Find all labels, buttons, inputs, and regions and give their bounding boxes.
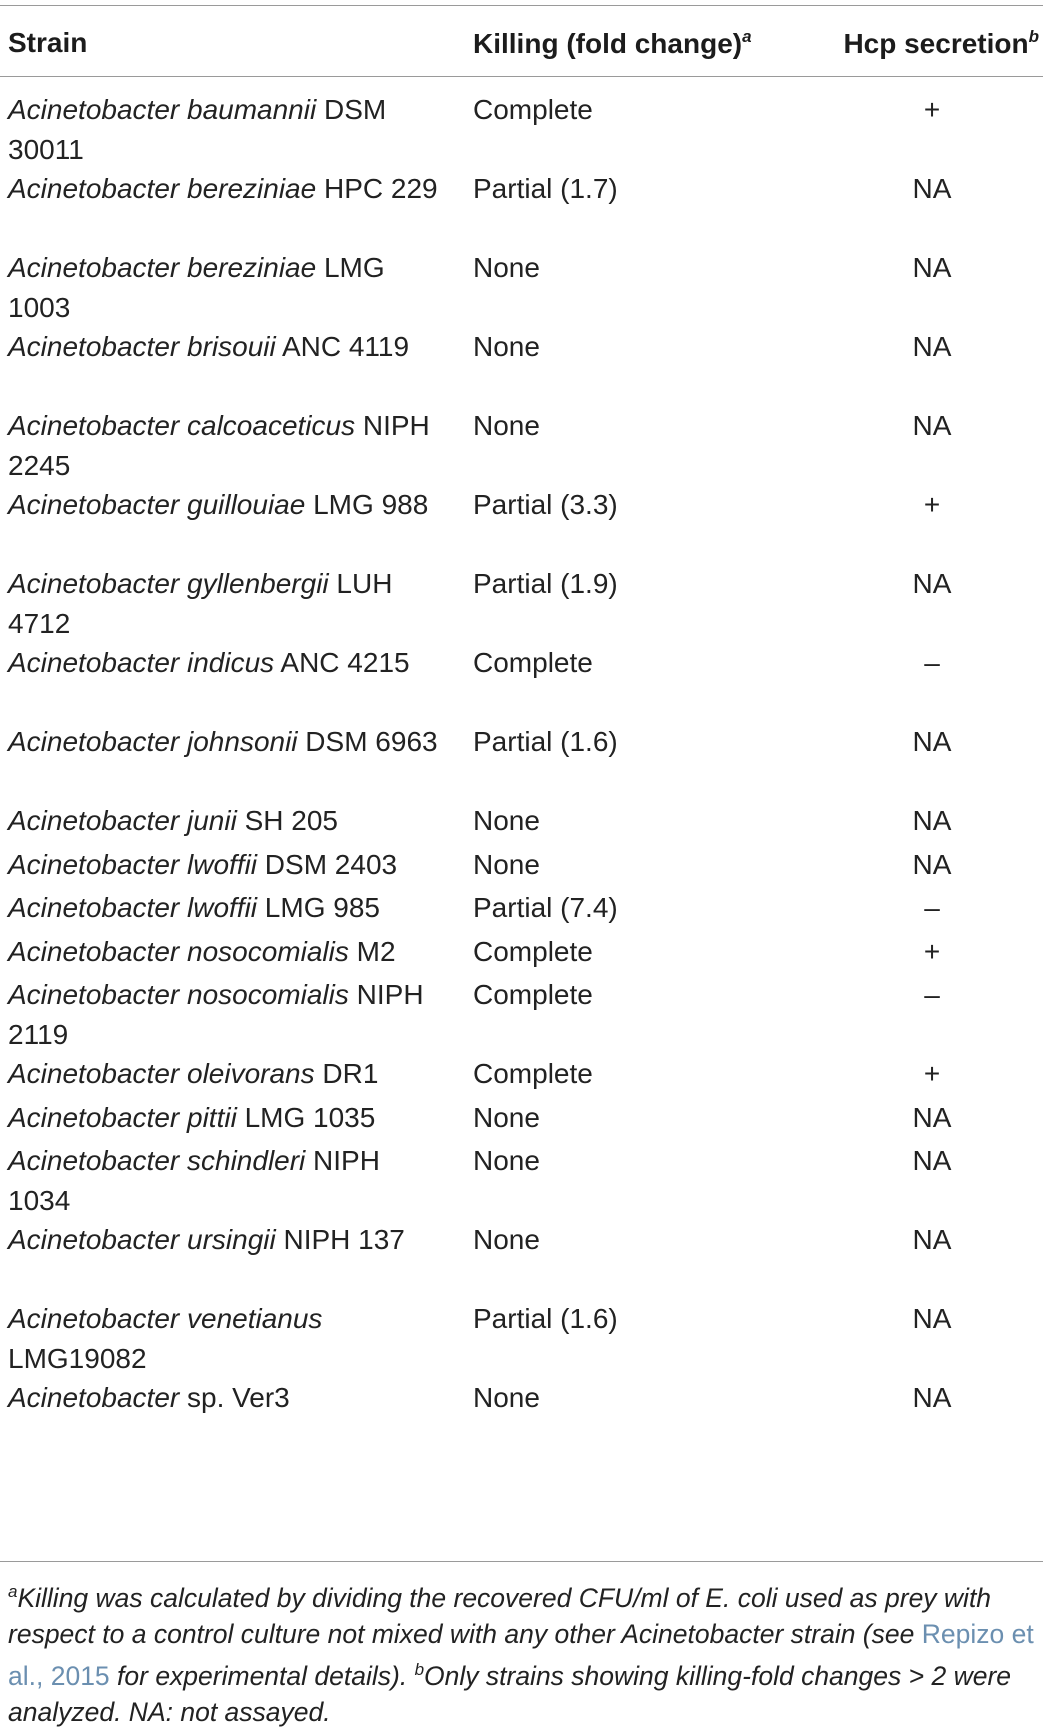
strain-species: schindleri bbox=[187, 1145, 306, 1176]
strain-id: M2 bbox=[348, 935, 396, 967]
strain-genus: Acinetobacter bbox=[8, 848, 180, 880]
cell-killing: Partial (1.7) bbox=[473, 173, 618, 204]
header-hcp-secretion: Hcp secretion$^b$ bbox=[843, 27, 1039, 59]
strain-id: HPC 229 bbox=[316, 173, 438, 204]
table-row bbox=[0, 722, 1043, 801]
cell-strain bbox=[8, 1378, 438, 1418]
cell-hcp-secretion: + bbox=[923, 489, 941, 520]
cell-strain bbox=[8, 643, 438, 683]
table-row bbox=[0, 1299, 1043, 1378]
header-killing-footnote-mark: a bbox=[742, 27, 752, 46]
strain-genus: Acinetobacter bbox=[8, 94, 180, 125]
cell-hcp-secretion: – bbox=[924, 647, 940, 678]
strain-species: indicus bbox=[187, 647, 275, 678]
strain-id: SH 205 bbox=[236, 805, 338, 836]
cell-hcp-secretion: – bbox=[924, 892, 940, 923]
table-row bbox=[0, 888, 1043, 932]
cell-strain bbox=[8, 248, 438, 328]
table-row bbox=[0, 932, 1043, 976]
strain-species: johnsonii bbox=[187, 726, 298, 757]
table-row bbox=[0, 485, 1043, 564]
cell-killing: Complete bbox=[473, 935, 593, 967]
cell-hcp-secretion: NA bbox=[912, 1224, 952, 1255]
strain-species: pittii bbox=[187, 1101, 237, 1133]
table-row bbox=[0, 327, 1043, 406]
strain-id: NIPH 2245 bbox=[8, 410, 430, 481]
footnote-b-text: Only strains showing killing-fold changes > 2 were analyzed. NA: not assayed. bbox=[8, 1661, 1012, 1727]
table-header bbox=[0, 8, 1043, 74]
strain-id: NIPH 137 bbox=[275, 1224, 405, 1255]
strain-id: ANC 4119 bbox=[275, 331, 410, 362]
table-row bbox=[0, 248, 1043, 327]
table-row bbox=[0, 643, 1043, 722]
strain-species: brisouii bbox=[187, 331, 276, 362]
strain-species: junii bbox=[187, 805, 237, 836]
cell-strain bbox=[8, 1141, 438, 1221]
cell-strain bbox=[8, 90, 438, 170]
cell-killing: None bbox=[473, 1224, 540, 1255]
footnote-mark-a: a bbox=[8, 1582, 18, 1601]
cell-strain bbox=[8, 845, 438, 885]
strain-id: sp. Ver3 bbox=[179, 1382, 290, 1413]
strain-genus: Acinetobacter bbox=[8, 1224, 180, 1255]
table-row bbox=[0, 1378, 1043, 1422]
cell-killing: Partial (3.3) bbox=[473, 489, 618, 520]
strain-species: calcoaceticus bbox=[187, 410, 356, 441]
strain-id: NIPH 1034 bbox=[8, 1145, 380, 1216]
cell-hcp-secretion: + bbox=[923, 94, 941, 125]
strain-genus: Acinetobacter bbox=[8, 252, 180, 283]
cell-hcp-secretion: NA bbox=[912, 410, 952, 441]
table-row bbox=[0, 90, 1043, 169]
strain-species: bereziniae bbox=[187, 252, 317, 283]
cell-strain bbox=[8, 406, 438, 486]
strain-genus: Acinetobacter bbox=[8, 935, 180, 967]
strain-id: DSM 30011 bbox=[8, 94, 387, 165]
cell-strain bbox=[8, 888, 438, 928]
strain-id: ANC 4215 bbox=[274, 647, 410, 678]
cell-hcp-secretion: – bbox=[924, 979, 940, 1010]
strain-genus: Acinetobacter bbox=[8, 805, 180, 836]
reference-link[interactable]: Repizo et al., 2015 bbox=[8, 1619, 1034, 1691]
cell-strain bbox=[8, 975, 438, 1055]
table-row bbox=[0, 975, 1043, 1054]
cell-hcp-secretion: + bbox=[923, 1058, 941, 1089]
strain-genus: Acinetobacter bbox=[8, 1303, 180, 1334]
cell-strain bbox=[8, 485, 438, 525]
cell-killing: Complete bbox=[473, 1058, 593, 1089]
strain-genus: Acinetobacter bbox=[8, 1101, 180, 1133]
strain-id: DSM 2403 bbox=[257, 848, 398, 880]
cell-killing: None bbox=[473, 331, 540, 362]
strain-id: DSM 6963 bbox=[297, 726, 438, 757]
table-row bbox=[0, 169, 1043, 248]
strain-id: LMG19082 bbox=[8, 1343, 147, 1374]
cell-hcp-secretion: NA bbox=[912, 726, 952, 757]
cell-killing: Partial (7.4) bbox=[473, 892, 618, 923]
table-row bbox=[0, 406, 1043, 485]
cell-killing: Partial (1.9) bbox=[473, 568, 618, 599]
cell-hcp-secretion: NA bbox=[912, 1101, 952, 1133]
strain-genus: Acinetobacter bbox=[8, 1058, 180, 1089]
cell-strain bbox=[8, 932, 438, 972]
strain-genus: Acinetobacter bbox=[8, 979, 180, 1010]
footnote-a-text-2: for experimental details). bbox=[109, 1661, 415, 1691]
table-row bbox=[0, 845, 1043, 889]
table-row bbox=[0, 1054, 1043, 1098]
strain-species: oleivorans bbox=[187, 1058, 315, 1089]
strain-id: LMG 985 bbox=[257, 892, 380, 923]
cell-killing: Complete bbox=[473, 979, 593, 1010]
cell-strain bbox=[8, 722, 438, 762]
cell-killing: None bbox=[473, 1145, 540, 1176]
cell-strain bbox=[8, 801, 438, 841]
strain-genus: Acinetobacter bbox=[8, 568, 180, 599]
strain-species: baumannii bbox=[187, 94, 317, 125]
strain-species: lwoffii bbox=[187, 892, 258, 923]
strain-genus: Acinetobacter bbox=[8, 173, 180, 204]
cell-strain bbox=[8, 564, 438, 644]
strain-species: nosocomialis bbox=[187, 935, 349, 967]
cell-killing: Complete bbox=[473, 94, 593, 125]
cell-hcp-secretion: NA bbox=[912, 805, 952, 836]
strain-genus: Acinetobacter bbox=[8, 1382, 180, 1413]
cell-hcp-secretion: NA bbox=[912, 252, 952, 283]
strain-id: NIPH 2119 bbox=[8, 979, 424, 1050]
cell-hcp-secretion: NA bbox=[912, 568, 952, 599]
cell-strain bbox=[8, 1054, 438, 1094]
table-row bbox=[0, 1220, 1043, 1299]
table-row bbox=[0, 1098, 1043, 1142]
strain-species: nosocomialis bbox=[187, 979, 349, 1010]
cell-killing: None bbox=[473, 1101, 540, 1133]
cell-killing: None bbox=[473, 410, 540, 441]
strain-species: bereziniae bbox=[187, 173, 317, 204]
table-row bbox=[0, 1141, 1043, 1220]
cell-killing: Partial (1.6) bbox=[473, 1303, 618, 1334]
strain-genus: Acinetobacter bbox=[8, 331, 180, 362]
cell-strain bbox=[8, 1098, 438, 1138]
cell-hcp-secretion: NA bbox=[912, 331, 952, 362]
cell-hcp-secretion: NA bbox=[912, 173, 952, 204]
cell-hcp-secretion: NA bbox=[912, 848, 952, 880]
strain-species: guillouiae bbox=[187, 489, 306, 520]
header-hcp-footnote-mark: b bbox=[1028, 27, 1039, 46]
cell-strain bbox=[8, 169, 438, 209]
top-rule bbox=[0, 5, 1043, 6]
strain-genus: Acinetobacter bbox=[8, 1145, 180, 1176]
cell-killing: None bbox=[473, 252, 540, 283]
footnote-mark-b: b bbox=[414, 1660, 425, 1679]
cell-killing: Complete bbox=[473, 647, 593, 678]
cell-killing: None bbox=[473, 805, 540, 836]
cell-hcp-secretion: NA bbox=[912, 1382, 952, 1413]
strain-species: lwoffii bbox=[187, 848, 258, 880]
strain-species: ursingii bbox=[187, 1224, 276, 1255]
strain-species: venetianus bbox=[187, 1303, 323, 1334]
table-footnote bbox=[8, 1574, 1036, 1730]
strain-species: gyllenbergii bbox=[187, 568, 329, 599]
cell-killing: None bbox=[473, 1382, 540, 1413]
strain-genus: Acinetobacter bbox=[8, 892, 180, 923]
table-row bbox=[0, 564, 1043, 643]
cell-strain bbox=[8, 1220, 438, 1260]
cell-strain bbox=[8, 1299, 438, 1379]
strain-genus: Acinetobacter bbox=[8, 647, 180, 678]
cell-killing: Partial (1.6) bbox=[473, 726, 618, 757]
cell-hcp-secretion: NA bbox=[912, 1303, 952, 1334]
bottom-rule bbox=[0, 1561, 1043, 1562]
header-strain: Strain bbox=[8, 27, 88, 58]
cell-strain bbox=[8, 327, 438, 367]
strain-id: LMG 988 bbox=[305, 489, 429, 520]
strain-genus: Acinetobacter bbox=[8, 489, 180, 520]
strain-id: LMG 1035 bbox=[236, 1101, 376, 1133]
cell-hcp-secretion: NA bbox=[912, 1145, 952, 1176]
strain-genus: Acinetobacter bbox=[8, 410, 180, 441]
strain-id: LUH 4712 bbox=[8, 568, 393, 639]
header-killing: Killing (fold change)$^a$ bbox=[473, 27, 752, 59]
cell-killing: None bbox=[473, 848, 540, 880]
header-rule bbox=[0, 76, 1043, 77]
cell-hcp-secretion: + bbox=[923, 935, 941, 967]
strain-genus: Acinetobacter bbox=[8, 726, 180, 757]
strain-id: DR1 bbox=[314, 1058, 379, 1089]
footnote-a-text-1: Killing was calculated by dividing the recovered CFU/ml of E. coli used as prey with respect to a control culture not mixed with any other Acinetobacter strain (see bbox=[8, 1583, 992, 1649]
table-row bbox=[0, 801, 1043, 845]
strain-id: LMG 1003 bbox=[8, 252, 385, 323]
